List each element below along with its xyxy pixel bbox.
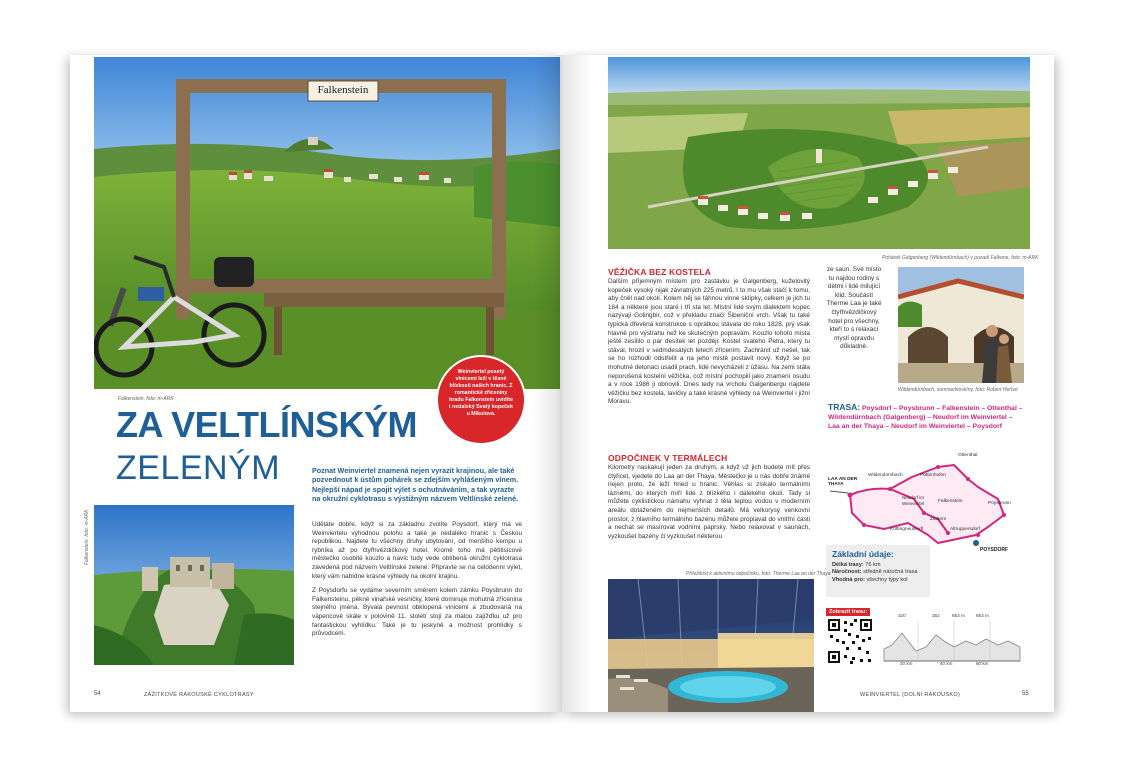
castle-photo — [94, 505, 294, 665]
facts-title: Základní údaje: — [832, 549, 894, 559]
fact-row — [832, 577, 924, 584]
paragraph-1: Uděláte dobře, když si za základnu zvolíte Poysdorf, který má ve Weinviertelu výhodnou polohu a také je nedaleko hranic s Českou republikou. Najdete tu všechny druhy ubytování, od menšího kempu u rybníka až po čtyřhvězdičkový hotel. Kromě toho má pětitisícové městečko osobité kouzlo a navíc tudy vede oblíbená okružní cyklotrasa zavedená pod názvem Veltlínské zelené. Připravte se na celodenní výlet, který vám nabídne krásné výhledy na okolní krajinu. — [312, 521, 522, 580]
fact-value: všechny typy kol — [866, 576, 908, 583]
magazine-spread — [70, 55, 1054, 712]
map-label-altruppersdorf: Altruppersdorf — [950, 527, 981, 532]
thermal-photo — [608, 579, 814, 712]
profile-label: 20 km — [900, 661, 913, 666]
folio-left: 54 — [94, 691, 101, 697]
badge-text: Weinviertel posetý vinicemi leží v těsné blízkosti našich hranic. Z romantické zříceniny hradu Falkenstein uvidíte i nedaleký Svatý kopeček u Mikulova. — [449, 369, 513, 417]
article-subtitle: ZELENÝM — [116, 449, 281, 487]
right-column-text: ze saun. Své místo tu najdou rodiny s dětmi i lidé milující klid. Součástí Therme Laa je také čtyřhvězdičkový hotel pro všechny, kteří to s relaxací myslí opravdu důkladně. — [826, 266, 882, 351]
hero-caption: Falkenstein, foto: m-ARK — [118, 396, 174, 402]
map-label-zlabern: Zlabern — [930, 517, 947, 522]
fact-label: Délka trasy: — [832, 562, 864, 568]
map-label-wildendurnbach: Wildendürnbach — [868, 473, 903, 478]
section2-text: Kilometry naskakují jeden za druhým, a když už jich budete mít přes čtyřicet, vjedete do Laa an der Thaya. Městečko je u nás dobře známé nejen proto, že leží hned u hranic. Věhlas si získalo termálními lázněmi, do kterých míří lidé z blízkého i dalekého okolí. Tady si můžete cyklistickou námahu vyhnat z těla teplou vodou v moderním areálu dotaženém do nejmenších detailů. Má velkorysý venkovní prostor, z hlavního termálního bazénu můžete proplavat do vnitřní části a nechat se masírovat vodními paprsky. Nebo relaxovat v saunách, vyzkoušet bazény či vyzkoušet některou — [608, 464, 810, 540]
left-page — [70, 55, 562, 712]
profile-label: 40 km — [940, 661, 953, 666]
map-label-laa: LAA AN DER THAYA — [828, 477, 858, 487]
article-title: ZA VELTLÍNSKÝM — [116, 404, 417, 445]
profile-label: 320 — [898, 613, 906, 618]
section2-heading: ODPOČINEK V TERMÁLECH — [608, 453, 728, 463]
map-label-poysdorf: POYSDORF — [980, 547, 1009, 553]
fact-label: Náročnost: — [832, 569, 862, 576]
profile-label: 653 m — [952, 613, 965, 618]
route-label: TRASA: — [828, 402, 861, 412]
running-head-right: WEINVIERTEL (DOLNÍ RAKOUSKO) — [860, 692, 961, 698]
folio-right: 55 — [1022, 691, 1029, 697]
right-page — [562, 55, 1054, 712]
cellar-caption: Wildendürnbach, sommerkiosk/ny, foto: Robert Herbst — [898, 387, 1018, 393]
fact-value: středně náročná trasa — [863, 569, 918, 576]
profile-label: 352 — [932, 613, 940, 618]
aerial-caption: Pohárek Galgenberg (Wildendürnbach) v pozadí Falkone, foto: m-ARK — [882, 255, 1039, 261]
route-title — [828, 403, 1024, 431]
fact-label: Vhodná pro: — [832, 576, 865, 583]
facts-box — [826, 545, 930, 597]
map-label-kottingneusiedl: Kottingneusiedl — [890, 527, 923, 532]
route-map — [828, 443, 1024, 561]
fact-value: 76 km — [865, 562, 881, 568]
route-text: Poysdorf – Poysbrunn – Falkenstein – Ottenthal – Wildendürnbach (Galgenberg) – Neudorf im Weinviertel – Laa an der Thaya – Neudorf im Weinviertel – Poysdorf — [828, 405, 1023, 430]
fact-row — [832, 562, 924, 569]
profile-label: 60 km — [976, 661, 989, 666]
map-label-pottenhofen: Pottenhofen — [920, 473, 946, 478]
paragraph-2: Z Poysdorfu se vydáme severním směrem kolem zámku Poysbrunn do Falkensteinu, pěkné vinařské vesničky, které dominuje mohutná zřícenina stejného jména. Bývalá pevnost obklopená vinicemi a zbudovaná na vápencové skále v polovině 11. století stojí za malou zajížďku už pro fantastickou vyhlídku. Také je tu jeskyně a možnost prohlídky s průvodcem. — [312, 587, 522, 638]
lead-paragraph: Poznat Weinviertel znamená nejen vyrazit krajinou, ale také pozvednout k ústům pohárek se zdejším vyhlášeným vínem. Nejlepší nápad je spojit výlet s ochutnáváním, a tak vyrazte na okružní cyklotrasu s výstižným názvem Veltlínské zelené. — [312, 466, 519, 504]
info-badge — [438, 357, 524, 443]
thermal-caption: Příležitost k aktivnímu odpočinku, foto: Therme Laa an der Thaya — [686, 571, 831, 577]
castle-caption: Falkenstein, foto: m-ARK — [84, 509, 90, 565]
cellar-photo — [898, 267, 1024, 383]
running-head-left: ZÁŽITKOVÉ RAKOUSKÉ CYKLOTRASY — [144, 692, 254, 698]
map-label-falkenstein: Falkenstein — [938, 499, 963, 504]
qr-code[interactable] — [826, 617, 874, 665]
aerial-photo — [608, 57, 1030, 249]
hero-photo — [94, 57, 560, 389]
elevation-profile — [882, 611, 1022, 667]
fact-row — [832, 569, 924, 576]
section1-heading: VĚŽIČKA BEZ KOSTELA — [608, 267, 712, 277]
map-label-ottenthal: Ottenthal — [958, 453, 978, 458]
body-column-left — [312, 521, 522, 645]
profile-label: 653 m — [976, 613, 989, 618]
hero-sign-text: Falkenstein — [317, 84, 369, 96]
map-label-poysbrunn: Poysbrunn — [988, 501, 1011, 506]
qr-label: Zobrazit trasu: — [826, 608, 870, 616]
section1-text: Dalším příjemným místem pro zastávku je Galgenberg, kuželovitý kopeček vysoký nijak závratných 225 metrů. I to mu však stačí k tomu, aby čněl nad okolí. Kolem něj se táhnou vinné sklípky, celkem je jich tu 184 a některé jsou staré i tři sta let. Místní lidé svým dialektem kopec nazývají Golingbir, což v překladu značí Šibeniční vrch. Však tu také typická dřevěná konstrukce s oprátkou stávala do roku 1828, prý však hlavně pro výstrahu než ke skutečným popravám. Kouzlo tohoto místa ještě zesílilo o pár desítek let později. Kostel svatého Petra, který tu stával, hrozil v sedmdesátých letech zřícením. Zachránit už nešel, tak se ho rozhodli odstřelit a na jeho místě postavit nový. Když se po mohutné detonaci usadil prach, lidé nevycházeli z úžasu. Na zemi stála neporušená kostelní věžička, což místní pochopili jako znamení osudu a v roce 1986 ji obnovili. Dnes tedy na vrcholu Galgenbergu najdete věžičku bez kostela, lavičky a také krásné výhledy na Weinviertel i jižní Moravu. — [608, 278, 810, 406]
map-label-neudorf: Neudorf im Weinviertel — [902, 495, 925, 506]
